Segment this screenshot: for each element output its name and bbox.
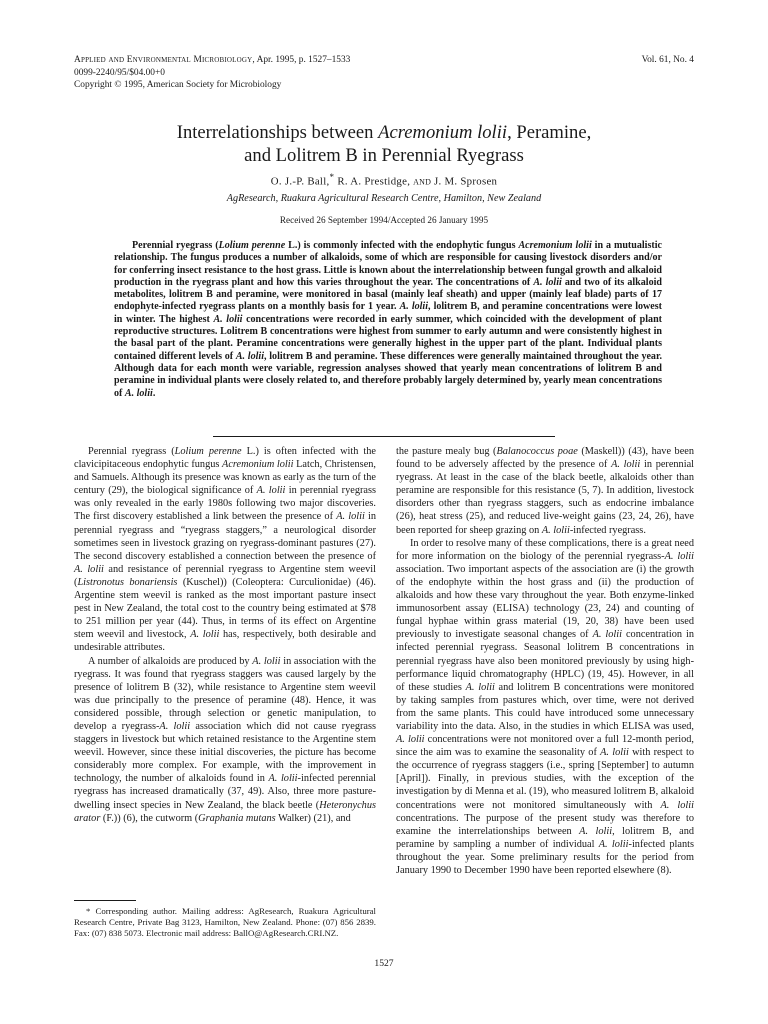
affiliation: AgResearch, Ruakura Agricultural Research Centre, Hamilton, New Zealand (226, 193, 542, 204)
text-run: L.) is commonly infected with the endophytic fungus (285, 240, 519, 251)
text-run: (Kuschel)) (Coleoptera: Curculionidae) (46). Argentine stem weevil is ranked as the most important pasture insect pest in New Zealand, the total cost to the country being estimated at $78 to 251 million per year (44). Thus, in terms of its effect on Argentine stem weevil and livestock, (74, 576, 377, 641)
text-run: and two of its alkaloid metabolites, lolitrem B and peramine, were monitored in basal (mainly leaf sheath) and upper (mainly leaf blade) parts of 17 endophyte-infected ryegrass plants on a monthly basis for 1 year. (114, 276, 662, 313)
italic-term: A. lolii (124, 387, 153, 399)
title-text: , Peramine, (507, 122, 592, 143)
italic-term: A. lolii (159, 720, 191, 732)
text-run: , lolitrem B, and peramine by sampling a number of individual (396, 825, 694, 850)
text-run: in perennial ryegrass was only revealed in the early 1980s following two major discoveries. The first discovery established a link between the presence of (74, 485, 376, 523)
italic-term: A. lolii (533, 276, 562, 288)
text-run: . (152, 387, 156, 399)
italic-term: A. lolii (592, 629, 622, 641)
italic-term: A. lolii (396, 734, 425, 746)
received-dates: Received 26 September 1994/Accepted 26 January 1995 (279, 215, 489, 225)
text-run: and lolitrem B concentrations were monitored by taking samples from pastures which, over time, were not derived from the same plants. This could have introduced some unnecessary variability into the data. Also, in the studies in which ELISA was used, (396, 681, 695, 732)
text-run: and resistance of perennial ryegrass to Argentine stem weevil ( (74, 563, 376, 588)
text-run: in perennial ryegrass. At least in the case of the black beetle, alkaloids other than peramine are responsible for this resistance (5, 7). In addition, livestock disorders other than ryegrass staggers, such as endocrine imbalance (26), heat stress (25), and reduced live-weight gains (23, 24, 26), have been reported for sheep grazing on (396, 459, 694, 536)
corresponding-author-footnote: * Corresponding author. Mailing address: AgResearch, Ruakura Agricultural Research Centre, Private Bag 3123, Hamilton, New Zealand. Phone: (07) 856 2839. Fax: (07) 838 5073. Electronic mail address: BallO@AgResearch.CRI.NZ. (74, 906, 376, 939)
text-run: in a mutualistic relationship. The fungus produces a number of alkaloids, some of which are responsible for causing livestock disorders and/or for conferring insect resistance to the host grass. Little is known about the interrelationship between fungal growth and alkaloid production in the ryegrass plant and how this varies throughout the year. The concentrations of (114, 240, 662, 288)
copyright-line: Copyright © 1995, American Society for Microbiology (74, 80, 282, 91)
text-run: , lolitrem B and peramine. These differences were generally maintained throughout the year. Although data for each month were variable, regression analyses showed that yearly mean concentrations of lolitrem B and peramine in individual plants were closely related to, and therefore probably largely determined by, yearly mean concentrations of (114, 350, 662, 399)
text-run: (F.)) (6), the cutworm ( (100, 812, 199, 824)
title-species: Acremonium lolii (378, 122, 508, 143)
author: J. M. Sprosen (433, 175, 498, 188)
text-run: , lolitrem B, and peramine concentrations were lowest in winter. The highest (114, 301, 662, 325)
text-run: -infected plants throughout the year. Some preliminary results for the period from January 1990 to December 1990 have been reported elsewhere (8). (396, 838, 694, 876)
text-run: Perennial ryegrass ( (88, 446, 175, 457)
paragraph (74, 445, 376, 655)
italic-term: Lolium perenne (218, 240, 286, 251)
issn-line: 0099-2240/95/$04.00+0 (74, 67, 165, 78)
title-line-2: and Lolitrem B in Perennial Ryegrass (244, 145, 524, 166)
author: O. J.-P. Ball, (270, 175, 330, 188)
text-run: Latch, Christensen, and Samuels. Although its presence was known as early as the turn of the century (29), the biological significance of (74, 459, 376, 497)
italic-term: A. lolii (190, 629, 220, 641)
running-header (74, 54, 350, 92)
journal-name: Applied and Environmental Microbiology (74, 55, 253, 65)
text-run: association. Two important aspects of the association are (i) the growth of the endophyte within the host grass and (ii) the production of alkaloids and how these vary throughout the year. Both enzyme-linked immunosorbent assay (ELISA) technology (23, 24) and counting of fungal hyphae within grass material (19, 20, 38) have been used previously to investigate seasonal changes of (396, 563, 694, 641)
text-run: A number of alkaloids are produced by (88, 655, 253, 667)
italic-term: A. lolii (74, 563, 104, 575)
text-run: -infected ryegrass. (569, 524, 646, 536)
italic-term: A. lolii (598, 838, 629, 850)
italic-term: Balanococcus poae (496, 446, 578, 457)
text-run: Walker) (21), and (275, 812, 351, 824)
volume-number: Vol. 61, No. 4 (641, 55, 694, 65)
italic-term: A. lolii (600, 747, 629, 759)
italic-term: A. lolii (611, 459, 641, 471)
body-column-right (396, 445, 694, 877)
italic-term: Heteronychus arator (74, 799, 376, 824)
italic-term: A. lolii (336, 511, 365, 523)
corresponding-mark: * (329, 172, 335, 182)
text-run: (Maskell)) (43), have been found to be adversely affected by the presence of (396, 446, 694, 471)
text-run: -infected perennial ryegrass has increased dramatically (37, 49). Also, three more pasture-dwelling insect species in New Zealand, the black beetle ( (74, 773, 376, 811)
italic-term: A. lolii (399, 301, 429, 313)
author: R. A. Prestidge, (334, 175, 411, 188)
author-conjunction: and (410, 175, 434, 188)
text-run: In order to resolve many of these complications, there is a great need for more information on the biology of the perennial ryegrass- (396, 537, 694, 562)
text-run: concentrations were not monitored over a full 12-month period, since the aim was to examine the seasonality of (396, 734, 694, 759)
italic-term: A. lolii (541, 524, 570, 536)
abstract-divider (213, 436, 555, 437)
italic-term: A. lolii (235, 350, 264, 362)
italic-term: A. lolii (660, 799, 694, 811)
italic-term: Acremonium lolii (518, 240, 592, 251)
text-run: in perennial ryegrass and “ryegrass staggers,” a neurological disorder sometimes seen in livestock grazing on ryegrass-dominant pastures (27). The second discovery established a connection between the presence of (74, 511, 377, 562)
italic-term: Acremonium lolii (222, 459, 294, 471)
title-text: Interrelationships between (176, 122, 379, 143)
footnote-divider (74, 900, 136, 901)
italic-term: A. lolii (664, 550, 694, 562)
text-run: Perennial ryegrass ( (132, 240, 219, 251)
article-title (0, 121, 768, 167)
italic-term: A. lolii (579, 825, 613, 837)
italic-term: Listronotus bonariensis (77, 576, 178, 588)
text-run: concentrations. The purpose of the present study was therefore to examine the interrelationships between (396, 812, 694, 837)
issue-date-pages: , Apr. 1995, p. 1527–1533 (252, 55, 351, 65)
author-list (0, 172, 768, 188)
text-run: concentration in infected perennial ryegrass. Seasonal lolitrem B concentrations in perennial ryegrass have also been monitored previously by using high-performance liquid chromatography (HPLC) (19, 45). However, in all of these studies (396, 629, 694, 693)
paragraph (74, 655, 376, 825)
italic-term: A. lolii (465, 681, 495, 693)
paragraph (396, 445, 694, 537)
text-run: concentrations were recorded in early summer, which coincided with the development of plant reproductive structures. Lolitrem B concentrations were highest from summer to early autumn and were consistently highest in the basal part of the plant. Peramine concentrations were generally highest in the upper part of the plant. Individual plants contained different levels of (114, 313, 663, 362)
italic-term: A. lolii (213, 313, 243, 325)
text-run: with respect to the occurrence of ryegrass staggers (i.e., spring [September] to autumn [April]). Finally, in previous studies, with the exception of the investigation by di Menna et al. (19), who measured lolitrem B, alkaloid concentrations were not monitored simultaneously with (396, 747, 695, 811)
paragraph (396, 537, 694, 877)
text-run: L.) is often infected with the clavicipitaceous endophytic fungus (74, 446, 376, 471)
italic-term: A. lolii (268, 773, 298, 785)
italic-term: A. lolii (256, 485, 286, 497)
text-run: association which did not cause ryegrass staggers in livestock but which retained resistance to the Argentine stem weevil. However, since these initial discoveries, the picture has become considerably more complex. For example, with the improvement in technology, the number of alkaloids found in (74, 720, 376, 785)
italic-term: Graphania mutans (198, 812, 276, 824)
text-run: has, respectively, both desirable and undesirable attributes. (74, 629, 376, 654)
italic-term: Lolium perenne (174, 446, 242, 457)
italic-term: A. lolii (252, 655, 281, 667)
page-number: 1527 (374, 958, 394, 969)
text-run: the pasture mealy bug ( (396, 446, 497, 457)
body-column-left (74, 445, 376, 825)
text-run: in association with the ryegrass. It was found that ryegrass staggers was caused largely by the presence of lolitrem B (32), while resistance to Argentine stem weevil was due principally to the presence of peramine (48). Hence, it was considered possible, through selection or genetic manipulation, to develop a ryegrass- (74, 655, 377, 732)
abstract (114, 240, 662, 400)
